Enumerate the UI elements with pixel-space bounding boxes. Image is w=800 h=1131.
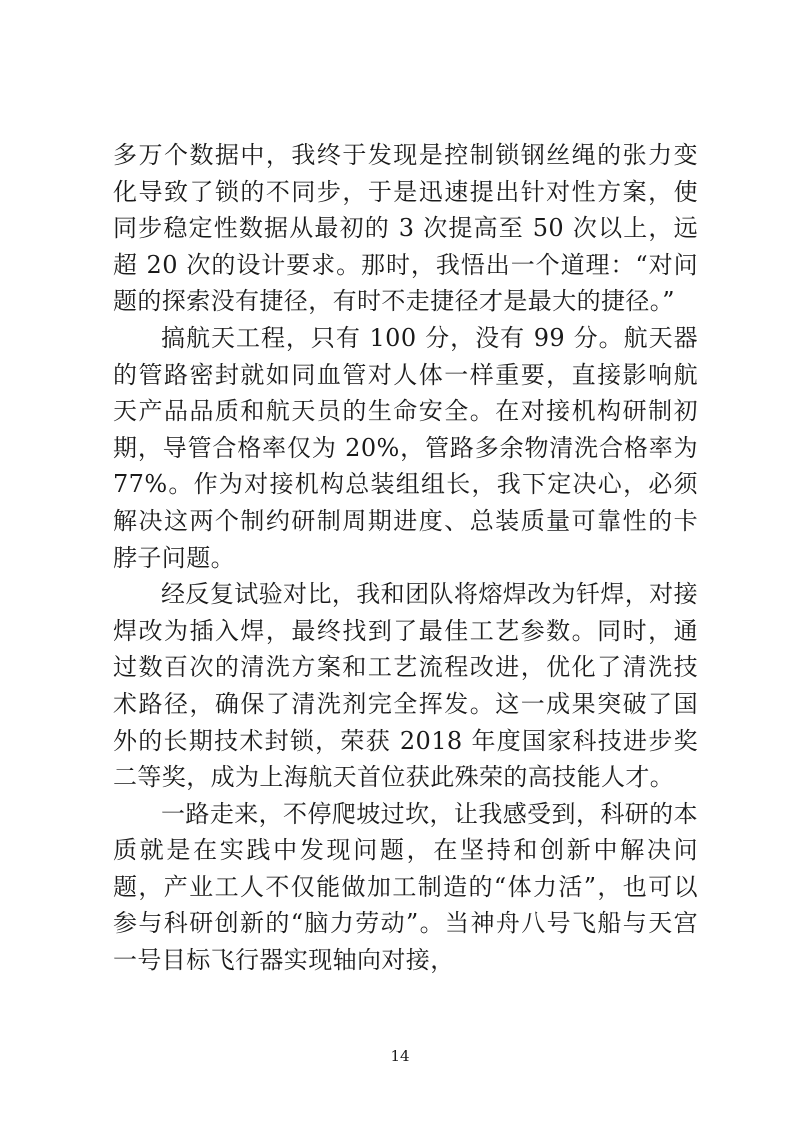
document-body [113, 137, 698, 979]
page-number: 14 [390, 1047, 410, 1065]
paragraph-3: 经反复试验对比，我和团队将熔焊改为钎焊，对接焊改为插入焊，最终找到了最佳工艺参数。同时，通过数百次的清洗方案和工艺流程改进，优化了清洗技术路径，确保了清洗剂完全挥发。这一成果突破了国外的长期技术封锁，荣获 2018 年度国家科技进步奖二等奖，成为上海航天首位获此殊荣的高技能人才。 [113, 580, 698, 792]
paragraph-4: 一路走来，不停爬坡过坎，让我感受到，科研的本质就是在实践中发现问题，在坚持和创新中解决问题，产业工人不仅能做加工制造的“体力活”，也可以参与科研创新的“脑力劳动”。当神舟八号飞船与天宫一号目标飞行器实现轴向对接， [113, 799, 698, 975]
paragraph-1: 多万个数据中，我终于发现是控制锁钢丝绳的张力变化导致了锁的不同步，于是迅速提出针对性方案，使同步稳定性数据从最初的 3 次提高至 50 次以上，远超 20 次的设计要求。那时，我悟出一个道理：“对问题的探索没有捷径，有时不走捷径才是最大的捷径。” [113, 141, 698, 316]
paragraph-2: 搞航天工程，只有 100 分，没有 99 分。航天器的管路密封就如同血管对人体一样重要，直接影响航天产品品质和航天员的生命安全。在对接机构研制初期，导管合格率仅为 20%，管路多余物清洗合格率为 77%。作为对接机构总装组组长，我下定决心，必须解决这两个制约研制周期进度、总装质量可靠性的卡脖子问题。 [113, 323, 698, 572]
